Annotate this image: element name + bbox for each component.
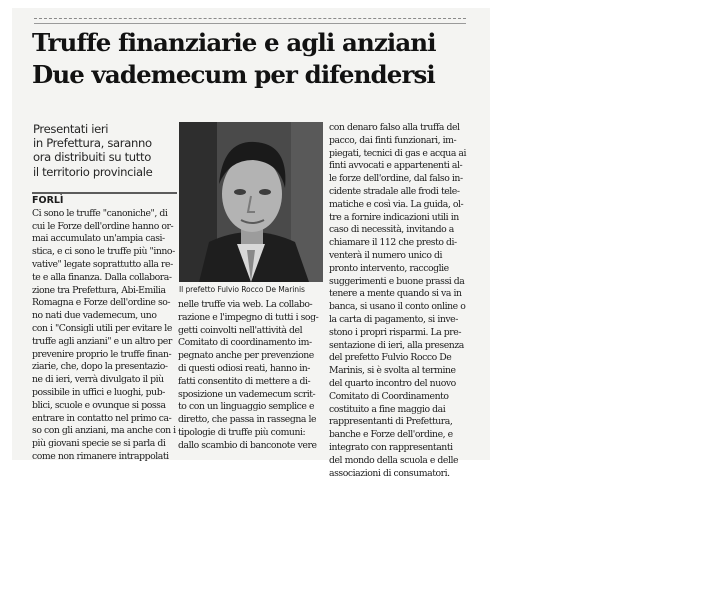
text-line: la carta di pagamento, si inve- — [329, 313, 458, 325]
portrait-illustration — [179, 122, 323, 282]
text-line: fatti consentito di mettere a di- — [178, 375, 311, 387]
photo-caption: Il prefetto Fulvio Rocco De Marinis — [179, 285, 305, 294]
text-line: tenere a mente quando si va in — [329, 288, 462, 300]
text-line: tipologie di truffe più comuni: — [178, 426, 306, 438]
text-line: te e alla finanza. Dalla collabora- — [32, 271, 172, 283]
text-line: cidente stradale alle frodi tele- — [329, 185, 460, 197]
text-line: con denaro falso alla truffa del — [329, 122, 460, 133]
text-line: truffe agli anziani" e un altro per — [32, 335, 172, 347]
text-line: più giovani specie se si parla di — [32, 438, 166, 450]
text-line: blici, scuole e ovunque si possa — [32, 399, 166, 411]
text-line: matiche e così via. La guida, ol- — [329, 198, 464, 210]
text-line: zione tra Prefettura, Abi-Emilia — [32, 284, 166, 296]
text-line: del mondo della scuola e delle — [329, 454, 459, 466]
text-line: ne di ieri, verrà divulgato il più — [32, 374, 164, 386]
text-line: le forze dell'ordine, dal falso in- — [329, 173, 463, 185]
text-line: possibile in uffici e luoghi, pub- — [32, 386, 165, 398]
text-line: diretto, che passa in rassegna le — [178, 414, 317, 426]
text-line: banca, si usano il conto online o — [329, 301, 466, 313]
text-line: sposizione un vademecum scrit- — [178, 388, 316, 400]
text-line: pacco, dai finti funzionari, im- — [329, 134, 457, 146]
text-line: costituito a fine maggio dai — [329, 403, 446, 415]
headline — [32, 27, 472, 91]
subhead-line: il territorio provinciale — [33, 164, 153, 179]
text-line: no nati due vademecum, uno — [32, 310, 157, 322]
text-line: del prefetto Fulvio Rocco De — [329, 352, 452, 364]
text-line: sentazione di ieri, alla presenza — [329, 339, 464, 351]
text-line: chiamare il 112 che presto di- — [329, 237, 457, 249]
column-1-body — [32, 208, 179, 464]
newspaper-clipping — [12, 8, 490, 479]
text-line: stica, e ci sono le truffe più "inno- — [32, 246, 175, 258]
text-line: Marinis, si è svolta al termine — [329, 365, 456, 377]
text-line: integrato con rappresentanti — [329, 441, 453, 453]
text-line: venterà il numero unico di — [329, 249, 443, 261]
text-line: dallo scambio di banconote vere — [178, 439, 317, 451]
text-line: Comitato di Coordinamento — [329, 390, 449, 402]
text-line: cui le Forze dell'ordine hanno or- — [32, 220, 174, 232]
text-line: rappresentanti di Prefettura, — [329, 416, 453, 428]
column-3-body — [329, 122, 484, 480]
text-line: pronto intervento, raccoglie — [329, 262, 449, 274]
dateline: FORLÌ — [32, 195, 64, 206]
text-line: piegati, tecnici di gas e acqua ai — [329, 147, 467, 159]
text-line: di questi odiosi reati, hanno in- — [178, 362, 310, 374]
text-line: del quarto incontro del nuovo — [329, 377, 456, 389]
text-line: Ci sono le truffe "canoniche", di — [32, 207, 168, 219]
subheadline — [33, 122, 183, 179]
text-line: ziarie, che, dopo la presentazio- — [32, 361, 168, 373]
text-line: pegnato anche per prevenzione — [178, 350, 314, 362]
text-line: stono i propri risparmi. La pre- — [329, 326, 462, 338]
text-line: associazioni di consumatori. — [329, 467, 450, 479]
text-line: mai accumulato un'ampia casi- — [32, 233, 165, 245]
portrait-photo — [179, 122, 323, 282]
column-2-body — [178, 299, 330, 453]
text-line: come non rimanere intrappolati — [32, 450, 169, 462]
top-rule — [34, 18, 466, 24]
subhead-line: in Prefettura, saranno — [33, 136, 152, 151]
text-line: finti avvocati e appartenenti al- — [329, 160, 463, 172]
text-line: so con gli anziani, ma anche con i — [32, 425, 176, 437]
text-line: Comitato di coordinamento im- — [178, 337, 312, 349]
text-line: prevenire proprio le truffe finan- — [32, 348, 172, 360]
text-line: con i "Consigli utili per evitare le — [32, 322, 172, 334]
article-column-3 — [329, 122, 484, 480]
text-line: banche e Forze dell'ordine, e — [329, 429, 453, 441]
subhead-line: Presentati ieri — [33, 122, 109, 136]
text-line: to con un linguaggio semplice e — [178, 401, 315, 413]
text-line: caso di necessità, invitando a — [329, 224, 454, 236]
text-line: Romagna e Forze dell'ordine so- — [32, 297, 171, 309]
article-column-1 — [32, 195, 179, 464]
headline-line-1: Truffe finanziarie e agli anziani — [32, 28, 436, 57]
subhead-line: ora distribuiti su tutto — [33, 150, 151, 165]
text-line: tre a fornire indicazioni utili in — [329, 211, 459, 223]
text-line: entrare in contatto nel primo ca- — [32, 412, 172, 424]
text-line: suggerimenti e buone prassi da — [329, 275, 465, 287]
subhead-divider — [32, 192, 177, 194]
text-line: razione e l'impegno di tutti i sog- — [178, 311, 319, 323]
text-line: getti coinvolti nell'attività del — [178, 324, 303, 336]
text-line: nelle truffe via web. La collabo- — [178, 299, 313, 310]
text-line: vative" legate soprattutto alla re- — [32, 258, 173, 270]
article-column-2 — [178, 299, 330, 453]
headline-line-2: Due vademecum per difendersi — [32, 60, 435, 89]
